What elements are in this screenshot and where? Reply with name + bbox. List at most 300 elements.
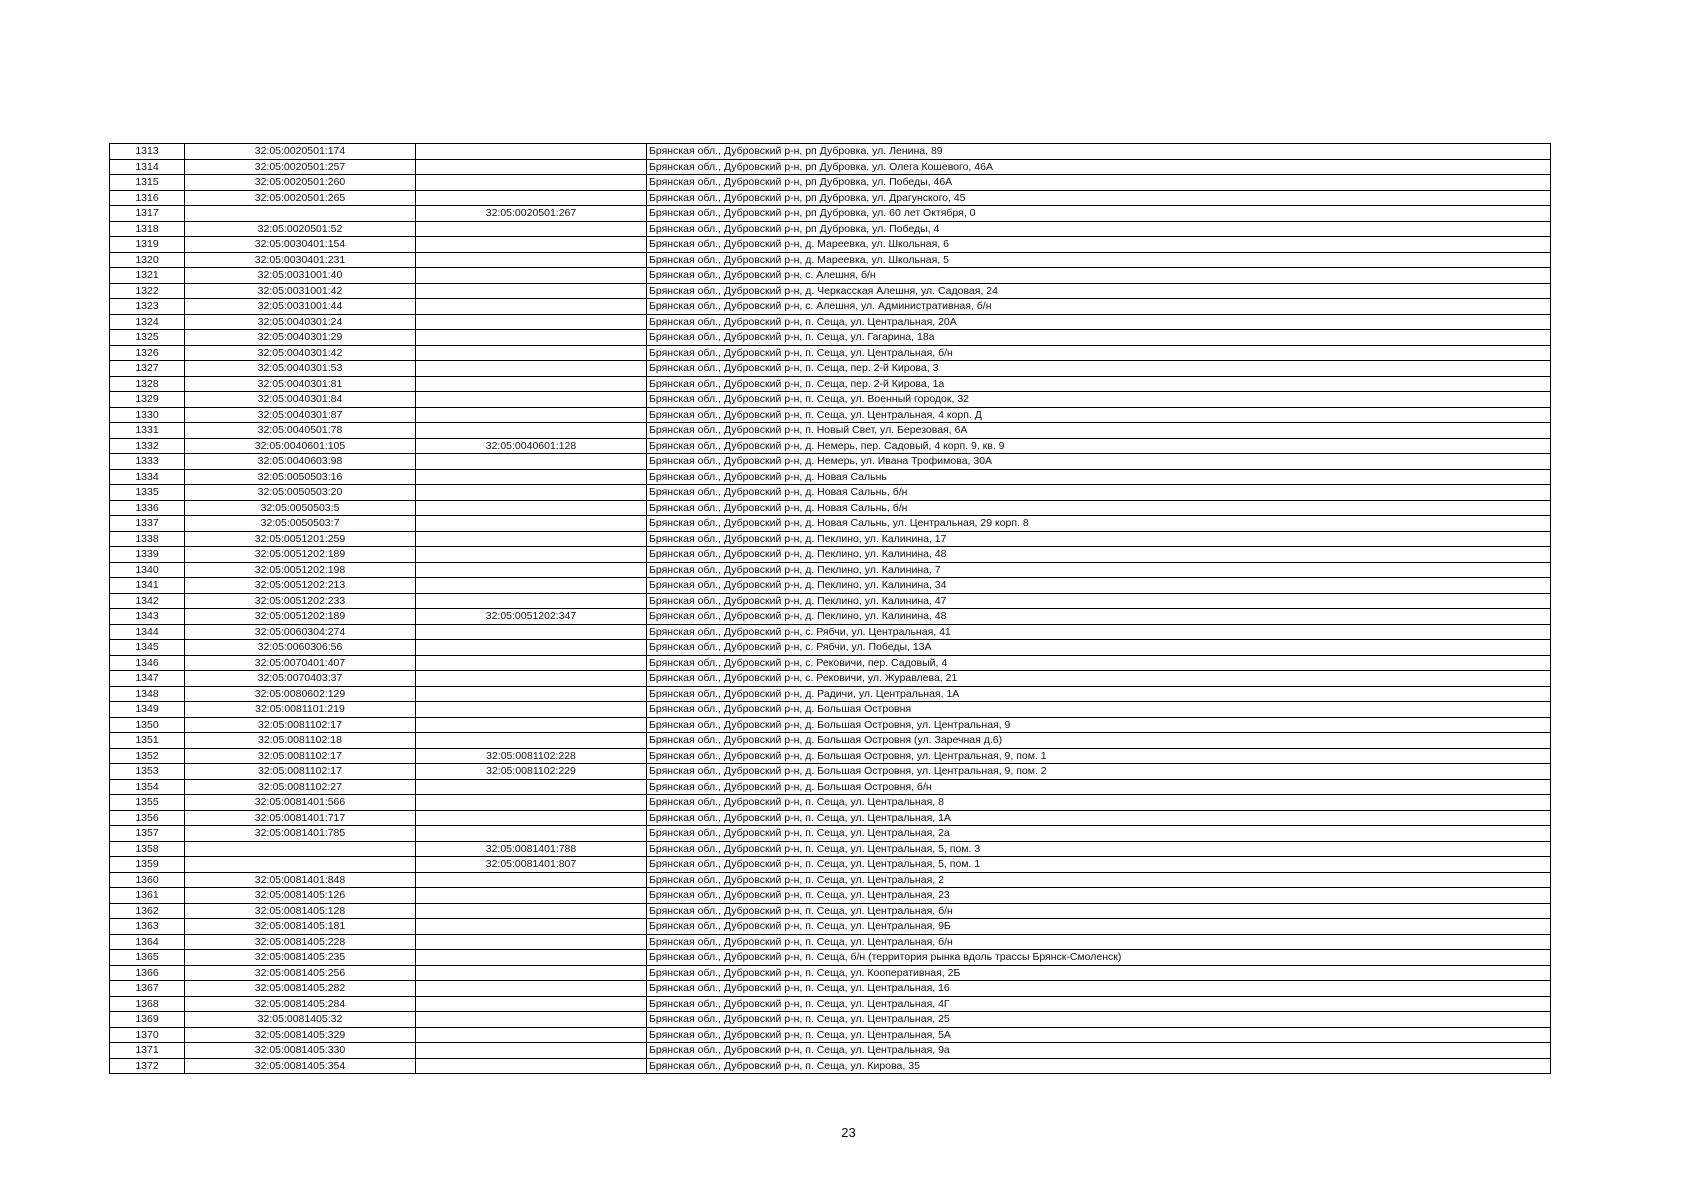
address-cell: Брянская обл., Дубровский р-н, рп Дубровка, ул. 60 лет Октября, 0 bbox=[647, 206, 1551, 222]
related-cadastral-number-cell bbox=[416, 1012, 647, 1028]
table-row bbox=[110, 1012, 1551, 1028]
address-cell: Брянская обл., Дубровский р-н, д. Большая Островня bbox=[647, 702, 1551, 718]
table-row bbox=[110, 733, 1551, 749]
row-number-cell: 1345 bbox=[110, 640, 185, 656]
cadastral-number-cell: 32:05:0051202:198 bbox=[185, 562, 416, 578]
related-cadastral-number-cell bbox=[416, 1027, 647, 1043]
address-cell: Брянская обл., Дубровский р-н, п. Сеща, ул. Центральная, 20А bbox=[647, 314, 1551, 330]
table-row bbox=[110, 221, 1551, 237]
row-number-cell: 1341 bbox=[110, 578, 185, 594]
row-number-cell: 1322 bbox=[110, 283, 185, 299]
row-number-cell: 1346 bbox=[110, 655, 185, 671]
table-row bbox=[110, 826, 1551, 842]
row-number-cell: 1356 bbox=[110, 810, 185, 826]
cadastral-number-cell: 32:05:0050503:5 bbox=[185, 500, 416, 516]
row-number-cell: 1368 bbox=[110, 996, 185, 1012]
related-cadastral-number-cell bbox=[416, 531, 647, 547]
table-row bbox=[110, 919, 1551, 935]
row-number-cell: 1315 bbox=[110, 175, 185, 191]
table-row bbox=[110, 547, 1551, 563]
related-cadastral-number-cell bbox=[416, 810, 647, 826]
related-cadastral-number-cell bbox=[416, 733, 647, 749]
address-cell: Брянская обл., Дубровский р-н, п. Сеща, ул. Гагарина, 18а bbox=[647, 330, 1551, 346]
row-number-cell: 1325 bbox=[110, 330, 185, 346]
address-cell: Брянская обл., Дубровский р-н, рп Дубровка, ул. Победы, 4 bbox=[647, 221, 1551, 237]
row-number-cell: 1370 bbox=[110, 1027, 185, 1043]
property-table-container bbox=[109, 143, 1550, 1074]
cadastral-number-cell: 32:05:0081405:256 bbox=[185, 965, 416, 981]
cadastral-number-cell: 32:05:0081405:329 bbox=[185, 1027, 416, 1043]
address-cell: Брянская обл., Дубровский р-н, п. Сеща, ул. Центральная, 1А bbox=[647, 810, 1551, 826]
address-cell: Брянская обл., Дубровский р-н, п. Сеща, пер. 2-й Кирова, 1а bbox=[647, 376, 1551, 392]
row-number-cell: 1340 bbox=[110, 562, 185, 578]
related-cadastral-number-cell bbox=[416, 314, 647, 330]
table-row bbox=[110, 376, 1551, 392]
related-cadastral-number-cell bbox=[416, 407, 647, 423]
address-cell: Брянская обл., Дубровский р-н, п. Сеща, ул. Центральная, 2а bbox=[647, 826, 1551, 842]
related-cadastral-number-cell bbox=[416, 655, 647, 671]
table-row bbox=[110, 206, 1551, 222]
table-row bbox=[110, 252, 1551, 268]
cadastral-number-cell: 32:05:0081102:17 bbox=[185, 717, 416, 733]
row-number-cell: 1359 bbox=[110, 857, 185, 873]
row-number-cell: 1326 bbox=[110, 345, 185, 361]
related-cadastral-number-cell bbox=[416, 392, 647, 408]
address-cell: Брянская обл., Дубровский р-н, п. Сеща, пер. 2-й Кирова, 3 bbox=[647, 361, 1551, 377]
address-cell: Брянская обл., Дубровский р-н, рп Дубровка, ул. Драгунского, 45 bbox=[647, 190, 1551, 206]
related-cadastral-number-cell bbox=[416, 934, 647, 950]
table-row bbox=[110, 175, 1551, 191]
row-number-cell: 1338 bbox=[110, 531, 185, 547]
row-number-cell: 1321 bbox=[110, 268, 185, 284]
table-row bbox=[110, 671, 1551, 687]
table-row bbox=[110, 190, 1551, 206]
row-number-cell: 1329 bbox=[110, 392, 185, 408]
address-cell: Брянская обл., Дубровский р-н, п. Сеща, ул. Центральная, б/н bbox=[647, 903, 1551, 919]
related-cadastral-number-cell bbox=[416, 1058, 647, 1074]
related-cadastral-number-cell bbox=[416, 671, 647, 687]
cadastral-number-cell: 32:05:0030401:154 bbox=[185, 237, 416, 253]
address-cell: Брянская обл., Дубровский р-н, п. Сеща, б/н (территория рынка вдоль трассы Брянск-Смоленск) bbox=[647, 950, 1551, 966]
table-row bbox=[110, 361, 1551, 377]
address-cell: Брянская обл., Дубровский р-н, д. Большая Островня, ул. Центральная, 9, пом. 2 bbox=[647, 764, 1551, 780]
table-row bbox=[110, 562, 1551, 578]
address-cell: Брянская обл., Дубровский р-н, п. Сеща, ул. Центральная, 4 корп. Д bbox=[647, 407, 1551, 423]
row-number-cell: 1353 bbox=[110, 764, 185, 780]
address-cell: Брянская обл., Дубровский р-н, д. Немерь, пер. Садовый, 4 корп. 9, кв. 9 bbox=[647, 438, 1551, 454]
table-row bbox=[110, 423, 1551, 439]
table-row bbox=[110, 764, 1551, 780]
address-cell: Брянская обл., Дубровский р-н, п. Сеща, ул. Центральная, 16 bbox=[647, 981, 1551, 997]
cadastral-number-cell: 32:05:0081405:128 bbox=[185, 903, 416, 919]
cadastral-number-cell bbox=[185, 857, 416, 873]
related-cadastral-number-cell bbox=[416, 779, 647, 795]
related-cadastral-number-cell bbox=[416, 826, 647, 842]
row-number-cell: 1337 bbox=[110, 516, 185, 532]
address-cell: Брянская обл., Дубровский р-н, п. Сеща, ул. Центральная, б/н bbox=[647, 345, 1551, 361]
address-cell: Брянская обл., Дубровский р-н, п. Сеща, ул. Центральная, 5А bbox=[647, 1027, 1551, 1043]
row-number-cell: 1369 bbox=[110, 1012, 185, 1028]
row-number-cell: 1361 bbox=[110, 888, 185, 904]
cadastral-number-cell: 32:05:0050503:20 bbox=[185, 485, 416, 501]
address-cell: Брянская обл., Дубровский р-н, с. Рябчи, ул. Победы, 13А bbox=[647, 640, 1551, 656]
row-number-cell: 1336 bbox=[110, 500, 185, 516]
cadastral-number-cell: 32:05:0070401:407 bbox=[185, 655, 416, 671]
table-row bbox=[110, 950, 1551, 966]
address-cell: Брянская обл., Дубровский р-н, д. Пеклино, ул. Калинина, 48 bbox=[647, 547, 1551, 563]
table-row bbox=[110, 531, 1551, 547]
table-row bbox=[110, 159, 1551, 175]
row-number-cell: 1365 bbox=[110, 950, 185, 966]
table-row bbox=[110, 1058, 1551, 1074]
cadastral-number-cell: 32:05:0081401:566 bbox=[185, 795, 416, 811]
cadastral-number-cell: 32:05:0081405:330 bbox=[185, 1043, 416, 1059]
address-cell: Брянская обл., Дубровский р-н, п. Сеща, ул. Военный городок, 32 bbox=[647, 392, 1551, 408]
cadastral-number-cell: 32:05:0040301:53 bbox=[185, 361, 416, 377]
row-number-cell: 1320 bbox=[110, 252, 185, 268]
related-cadastral-number-cell: 32:05:0040601:128 bbox=[416, 438, 647, 454]
table-row bbox=[110, 268, 1551, 284]
row-number-cell: 1360 bbox=[110, 872, 185, 888]
address-cell: Брянская обл., Дубровский р-н, с. Рябчи, ул. Центральная, 41 bbox=[647, 624, 1551, 640]
table-row bbox=[110, 609, 1551, 625]
related-cadastral-number-cell bbox=[416, 330, 647, 346]
related-cadastral-number-cell bbox=[416, 950, 647, 966]
row-number-cell: 1366 bbox=[110, 965, 185, 981]
address-cell: Брянская обл., Дубровский р-н, д. Новая Сальнь bbox=[647, 469, 1551, 485]
table-row bbox=[110, 748, 1551, 764]
related-cadastral-number-cell bbox=[416, 159, 647, 175]
row-number-cell: 1317 bbox=[110, 206, 185, 222]
row-number-cell: 1324 bbox=[110, 314, 185, 330]
table-row bbox=[110, 872, 1551, 888]
row-number-cell: 1330 bbox=[110, 407, 185, 423]
table-row bbox=[110, 469, 1551, 485]
table-row bbox=[110, 810, 1551, 826]
address-cell: Брянская обл., Дубровский р-н, д. Пеклино, ул. Калинина, 34 bbox=[647, 578, 1551, 594]
row-number-cell: 1372 bbox=[110, 1058, 185, 1074]
cadastral-number-cell: 32:05:0031001:40 bbox=[185, 268, 416, 284]
related-cadastral-number-cell bbox=[416, 919, 647, 935]
row-number-cell: 1363 bbox=[110, 919, 185, 935]
related-cadastral-number-cell bbox=[416, 252, 647, 268]
related-cadastral-number-cell bbox=[416, 345, 647, 361]
related-cadastral-number-cell bbox=[416, 996, 647, 1012]
related-cadastral-number-cell bbox=[416, 903, 647, 919]
row-number-cell: 1367 bbox=[110, 981, 185, 997]
related-cadastral-number-cell bbox=[416, 888, 647, 904]
related-cadastral-number-cell bbox=[416, 872, 647, 888]
address-cell: Брянская обл., Дубровский р-н, д. Пеклино, ул. Калинина, 7 bbox=[647, 562, 1551, 578]
cadastral-number-cell: 32:05:0081102:17 bbox=[185, 748, 416, 764]
address-cell: Брянская обл., Дубровский р-н, д. Большая Островня (ул. Заречная д.6) bbox=[647, 733, 1551, 749]
table-row bbox=[110, 779, 1551, 795]
cadastral-number-cell: 32:05:0081405:228 bbox=[185, 934, 416, 950]
address-cell: Брянская обл., Дубровский р-н, д. Черкасская Алешня, ул. Садовая, 24 bbox=[647, 283, 1551, 299]
cadastral-number-cell bbox=[185, 206, 416, 222]
address-cell: Брянская обл., Дубровский р-н, д. Немерь, ул. Ивана Трофимова, 30А bbox=[647, 454, 1551, 470]
table-row bbox=[110, 996, 1551, 1012]
row-number-cell: 1348 bbox=[110, 686, 185, 702]
cadastral-number-cell: 32:05:0020501:265 bbox=[185, 190, 416, 206]
address-cell: Брянская обл., Дубровский р-н, п. Сеща, ул. Центральная, 9а bbox=[647, 1043, 1551, 1059]
related-cadastral-number-cell bbox=[416, 268, 647, 284]
cadastral-number-cell: 32:05:0081405:32 bbox=[185, 1012, 416, 1028]
address-cell: Брянская обл., Дубровский р-н, д. Радичи, ул. Центральная, 1А bbox=[647, 686, 1551, 702]
address-cell: Брянская обл., Дубровский р-н, п. Сеща, ул. Кирова, 35 bbox=[647, 1058, 1551, 1074]
cadastral-number-cell: 32:05:0040301:81 bbox=[185, 376, 416, 392]
cadastral-number-cell: 32:05:0081102:17 bbox=[185, 764, 416, 780]
cadastral-number-cell: 32:05:0030401:231 bbox=[185, 252, 416, 268]
address-cell: Брянская обл., Дубровский р-н, п. Сеща, ул. Центральная, 5, пом. 1 bbox=[647, 857, 1551, 873]
row-number-cell: 1319 bbox=[110, 237, 185, 253]
row-number-cell: 1334 bbox=[110, 469, 185, 485]
row-number-cell: 1332 bbox=[110, 438, 185, 454]
related-cadastral-number-cell bbox=[416, 299, 647, 315]
row-number-cell: 1327 bbox=[110, 361, 185, 377]
cadastral-number-cell: 32:05:0080602:129 bbox=[185, 686, 416, 702]
table-row bbox=[110, 624, 1551, 640]
related-cadastral-number-cell bbox=[416, 547, 647, 563]
cadastral-number-cell: 32:05:0040501:78 bbox=[185, 423, 416, 439]
row-number-cell: 1318 bbox=[110, 221, 185, 237]
table-row bbox=[110, 438, 1551, 454]
table-row bbox=[110, 857, 1551, 873]
related-cadastral-number-cell: 32:05:0081102:229 bbox=[416, 764, 647, 780]
row-number-cell: 1362 bbox=[110, 903, 185, 919]
related-cadastral-number-cell bbox=[416, 423, 647, 439]
address-cell: Брянская обл., Дубровский р-н, д. Мареевка, ул. Школьная, 6 bbox=[647, 237, 1551, 253]
cadastral-number-cell: 32:05:0070403:37 bbox=[185, 671, 416, 687]
related-cadastral-number-cell bbox=[416, 221, 647, 237]
row-number-cell: 1344 bbox=[110, 624, 185, 640]
cadastral-number-cell: 32:05:0031001:42 bbox=[185, 283, 416, 299]
cadastral-number-cell: 32:05:0020501:260 bbox=[185, 175, 416, 191]
address-cell: Брянская обл., Дубровский р-н, д. Новая Сальнь, ул. Центральная, 29 корп. 8 bbox=[647, 516, 1551, 532]
cadastral-number-cell: 32:05:0081401:717 bbox=[185, 810, 416, 826]
table-row bbox=[110, 686, 1551, 702]
table-row bbox=[110, 392, 1551, 408]
related-cadastral-number-cell bbox=[416, 516, 647, 532]
related-cadastral-number-cell bbox=[416, 795, 647, 811]
address-cell: Брянская обл., Дубровский р-н, д. Большая Островня, б/н bbox=[647, 779, 1551, 795]
address-cell: Брянская обл., Дубровский р-н, п. Сеща, ул. Центральная, 9Б bbox=[647, 919, 1551, 935]
row-number-cell: 1349 bbox=[110, 702, 185, 718]
table-row bbox=[110, 841, 1551, 857]
address-cell: Брянская обл., Дубровский р-н, рп Дубровка, ул. Ленина, 89 bbox=[647, 144, 1551, 160]
address-cell: Брянская обл., Дубровский р-н, п. Сеща, ул. Кооперативная, 2Б bbox=[647, 965, 1551, 981]
address-cell: Брянская обл., Дубровский р-н, д. Новая Сальнь, б/н bbox=[647, 500, 1551, 516]
related-cadastral-number-cell bbox=[416, 702, 647, 718]
row-number-cell: 1351 bbox=[110, 733, 185, 749]
cadastral-number-cell: 32:05:0081405:284 bbox=[185, 996, 416, 1012]
address-cell: Брянская обл., Дубровский р-н, п. Сеща, ул. Центральная, 5, пом. 3 bbox=[647, 841, 1551, 857]
table-row bbox=[110, 593, 1551, 609]
table-row bbox=[110, 702, 1551, 718]
related-cadastral-number-cell: 32:05:0081401:788 bbox=[416, 841, 647, 857]
table-row bbox=[110, 500, 1551, 516]
table-row bbox=[110, 640, 1551, 656]
related-cadastral-number-cell bbox=[416, 1043, 647, 1059]
table-row bbox=[110, 981, 1551, 997]
property-table-body bbox=[110, 144, 1551, 1074]
table-row bbox=[110, 454, 1551, 470]
related-cadastral-number-cell bbox=[416, 562, 647, 578]
cadastral-number-cell: 32:05:0081401:848 bbox=[185, 872, 416, 888]
row-number-cell: 1347 bbox=[110, 671, 185, 687]
row-number-cell: 1335 bbox=[110, 485, 185, 501]
row-number-cell: 1354 bbox=[110, 779, 185, 795]
row-number-cell: 1357 bbox=[110, 826, 185, 842]
cadastral-number-cell: 32:05:0040601:105 bbox=[185, 438, 416, 454]
address-cell: Брянская обл., Дубровский р-н, д. Пеклино, ул. Калинина, 48 bbox=[647, 609, 1551, 625]
related-cadastral-number-cell: 32:05:0020501:267 bbox=[416, 206, 647, 222]
related-cadastral-number-cell: 32:05:0081401:807 bbox=[416, 857, 647, 873]
row-number-cell: 1352 bbox=[110, 748, 185, 764]
cadastral-number-cell: 32:05:0081405:354 bbox=[185, 1058, 416, 1074]
cadastral-number-cell: 32:05:0081102:27 bbox=[185, 779, 416, 795]
row-number-cell: 1314 bbox=[110, 159, 185, 175]
property-table bbox=[109, 143, 1551, 1074]
related-cadastral-number-cell bbox=[416, 361, 647, 377]
address-cell: Брянская обл., Дубровский р-н, д. Большая Островня, ул. Центральная, 9, пом. 1 bbox=[647, 748, 1551, 764]
row-number-cell: 1342 bbox=[110, 593, 185, 609]
table-row bbox=[110, 407, 1551, 423]
table-row bbox=[110, 299, 1551, 315]
address-cell: Брянская обл., Дубровский р-н, п. Сеща, ул. Центральная, 25 bbox=[647, 1012, 1551, 1028]
address-cell: Брянская обл., Дубровский р-н, с. Алешня, ул. Административная, б/н bbox=[647, 299, 1551, 315]
row-number-cell: 1323 bbox=[110, 299, 185, 315]
table-row bbox=[110, 934, 1551, 950]
cadastral-number-cell: 32:05:0081405:126 bbox=[185, 888, 416, 904]
page-number: 23 bbox=[841, 1125, 856, 1140]
address-cell: Брянская обл., Дубровский р-н, д. Пеклино, ул. Калинина, 17 bbox=[647, 531, 1551, 547]
cadastral-number-cell bbox=[185, 841, 416, 857]
address-cell: Брянская обл., Дубровский р-н, д. Мареевка, ул. Школьная, 5 bbox=[647, 252, 1551, 268]
related-cadastral-number-cell bbox=[416, 500, 647, 516]
cadastral-number-cell: 32:05:0060304:274 bbox=[185, 624, 416, 640]
cadastral-number-cell: 32:05:0020501:52 bbox=[185, 221, 416, 237]
related-cadastral-number-cell bbox=[416, 144, 647, 160]
table-row bbox=[110, 516, 1551, 532]
related-cadastral-number-cell bbox=[416, 237, 647, 253]
address-cell: Брянская обл., Дубровский р-н, д. Большая Островня, ул. Центральная, 9 bbox=[647, 717, 1551, 733]
cadastral-number-cell: 32:05:0020501:257 bbox=[185, 159, 416, 175]
related-cadastral-number-cell bbox=[416, 965, 647, 981]
related-cadastral-number-cell bbox=[416, 485, 647, 501]
table-row bbox=[110, 345, 1551, 361]
cadastral-number-cell: 32:05:0051202:233 bbox=[185, 593, 416, 609]
table-row bbox=[110, 237, 1551, 253]
address-cell: Брянская обл., Дубровский р-н, п. Сеща, ул. Центральная, 8 bbox=[647, 795, 1551, 811]
table-row bbox=[110, 888, 1551, 904]
row-number-cell: 1328 bbox=[110, 376, 185, 392]
related-cadastral-number-cell bbox=[416, 981, 647, 997]
table-row bbox=[110, 717, 1551, 733]
related-cadastral-number-cell bbox=[416, 376, 647, 392]
cadastral-number-cell: 32:05:0060306:56 bbox=[185, 640, 416, 656]
row-number-cell: 1355 bbox=[110, 795, 185, 811]
address-cell: Брянская обл., Дубровский р-н, п. Сеща, ул. Центральная, 4Г bbox=[647, 996, 1551, 1012]
cadastral-number-cell: 32:05:0081401:785 bbox=[185, 826, 416, 842]
cadastral-number-cell: 32:05:0051202:189 bbox=[185, 547, 416, 563]
cadastral-number-cell: 32:05:0051201:259 bbox=[185, 531, 416, 547]
table-row bbox=[110, 144, 1551, 160]
cadastral-number-cell: 32:05:0040301:24 bbox=[185, 314, 416, 330]
table-row bbox=[110, 965, 1551, 981]
cadastral-number-cell: 32:05:0081405:235 bbox=[185, 950, 416, 966]
cadastral-number-cell: 32:05:0040301:87 bbox=[185, 407, 416, 423]
cadastral-number-cell: 32:05:0050503:7 bbox=[185, 516, 416, 532]
table-row bbox=[110, 1043, 1551, 1059]
address-cell: Брянская обл., Дубровский р-н, с. Рековичи, пер. Садовый, 4 bbox=[647, 655, 1551, 671]
related-cadastral-number-cell bbox=[416, 640, 647, 656]
cadastral-number-cell: 32:05:0081102:18 bbox=[185, 733, 416, 749]
cadastral-number-cell: 32:05:0031001:44 bbox=[185, 299, 416, 315]
cadastral-number-cell: 32:05:0020501:174 bbox=[185, 144, 416, 160]
cadastral-number-cell: 32:05:0050503:16 bbox=[185, 469, 416, 485]
table-row bbox=[110, 903, 1551, 919]
row-number-cell: 1364 bbox=[110, 934, 185, 950]
table-row bbox=[110, 1027, 1551, 1043]
row-number-cell: 1331 bbox=[110, 423, 185, 439]
related-cadastral-number-cell bbox=[416, 469, 647, 485]
address-cell: Брянская обл., Дубровский р-н, рп Дубровка, ул. Победы, 46А bbox=[647, 175, 1551, 191]
table-row bbox=[110, 283, 1551, 299]
row-number-cell: 1333 bbox=[110, 454, 185, 470]
related-cadastral-number-cell bbox=[416, 283, 647, 299]
row-number-cell: 1316 bbox=[110, 190, 185, 206]
address-cell: Брянская обл., Дубровский р-н, п. Новый Свет, ул. Березовая, 6А bbox=[647, 423, 1551, 439]
address-cell: Брянская обл., Дубровский р-н, с. Рековичи, ул. Журавлева, 21 bbox=[647, 671, 1551, 687]
cadastral-number-cell: 32:05:0051202:213 bbox=[185, 578, 416, 594]
cadastral-number-cell: 32:05:0081405:181 bbox=[185, 919, 416, 935]
table-row bbox=[110, 314, 1551, 330]
related-cadastral-number-cell bbox=[416, 593, 647, 609]
related-cadastral-number-cell: 32:05:0051202:347 bbox=[416, 609, 647, 625]
row-number-cell: 1343 bbox=[110, 609, 185, 625]
cadastral-number-cell: 32:05:0040301:84 bbox=[185, 392, 416, 408]
address-cell: Брянская обл., Дубровский р-н, с. Алешня, б/н bbox=[647, 268, 1551, 284]
address-cell: Брянская обл., Дубровский р-н, д. Новая Сальнь, б/н bbox=[647, 485, 1551, 501]
address-cell: Брянская обл., Дубровский р-н, п. Сеща, ул. Центральная, 23 bbox=[647, 888, 1551, 904]
table-row bbox=[110, 795, 1551, 811]
row-number-cell: 1313 bbox=[110, 144, 185, 160]
cadastral-number-cell: 32:05:0040301:29 bbox=[185, 330, 416, 346]
related-cadastral-number-cell bbox=[416, 175, 647, 191]
cadastral-number-cell: 32:05:0040301:42 bbox=[185, 345, 416, 361]
related-cadastral-number-cell bbox=[416, 454, 647, 470]
related-cadastral-number-cell bbox=[416, 624, 647, 640]
related-cadastral-number-cell bbox=[416, 578, 647, 594]
table-row bbox=[110, 578, 1551, 594]
address-cell: Брянская обл., Дубровский р-н, д. Пеклино, ул. Калинина, 47 bbox=[647, 593, 1551, 609]
table-row bbox=[110, 485, 1551, 501]
row-number-cell: 1371 bbox=[110, 1043, 185, 1059]
row-number-cell: 1339 bbox=[110, 547, 185, 563]
related-cadastral-number-cell: 32:05:0081102:228 bbox=[416, 748, 647, 764]
address-cell: Брянская обл., Дубровский р-н, п. Сеща, ул. Центральная, б/н bbox=[647, 934, 1551, 950]
related-cadastral-number-cell bbox=[416, 686, 647, 702]
cadastral-number-cell: 32:05:0040603:98 bbox=[185, 454, 416, 470]
row-number-cell: 1358 bbox=[110, 841, 185, 857]
related-cadastral-number-cell bbox=[416, 190, 647, 206]
table-row bbox=[110, 655, 1551, 671]
address-cell: Брянская обл., Дубровский р-н, рп Дубровка, ул. Олега Кошевого, 46А bbox=[647, 159, 1551, 175]
row-number-cell: 1350 bbox=[110, 717, 185, 733]
table-row bbox=[110, 330, 1551, 346]
address-cell: Брянская обл., Дубровский р-н, п. Сеща, ул. Центральная, 2 bbox=[647, 872, 1551, 888]
